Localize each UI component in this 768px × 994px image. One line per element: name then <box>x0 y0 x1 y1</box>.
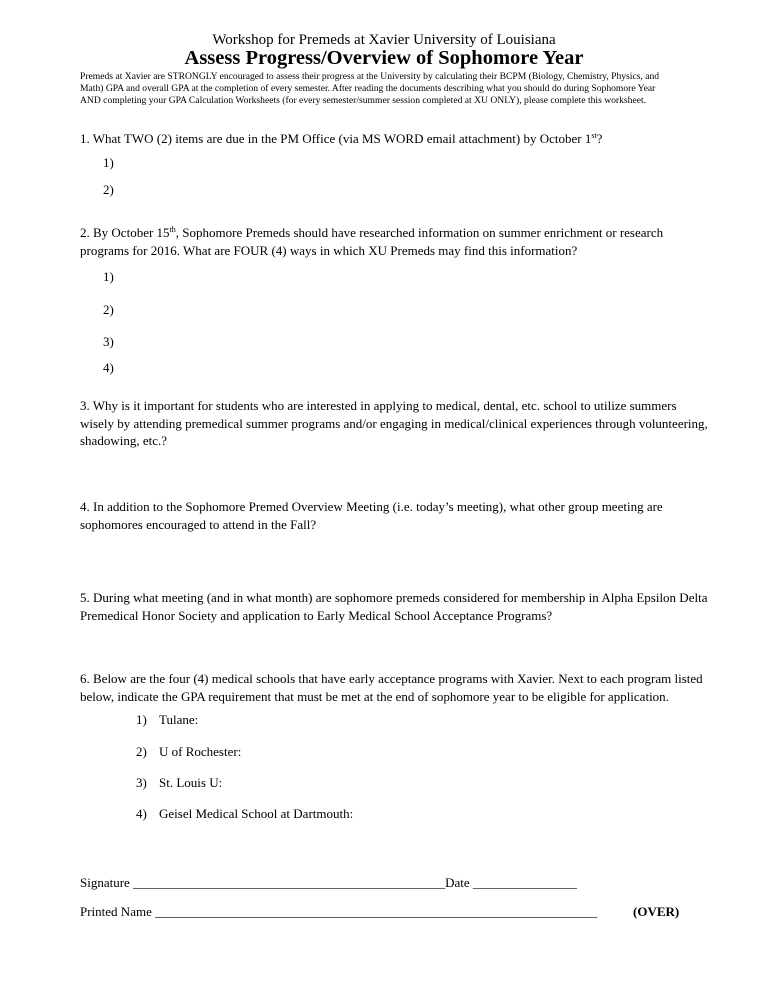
question-2-superscript: th <box>169 225 176 234</box>
date-line[interactable]: ________________ <box>472 875 577 890</box>
intro-line-2: Math) GPA and overall GPA at the completion of every semester. After reading the documents describing what you should do during Sophomore Year <box>80 83 656 94</box>
school-2-name: U of Rochester: <box>159 744 242 759</box>
school-4-number: 4) <box>136 806 147 821</box>
question-2 <box>80 224 710 259</box>
school-3-number: 3) <box>136 775 147 790</box>
page-title: Assess Progress/Overview of Sophomore Year <box>184 47 584 69</box>
q2-answer-2-label: 2) <box>103 302 114 317</box>
question-4: 4. In addition to the Sophomore Premed Overview Meeting (i.e. today’s meeting), what other group meeting are sophomores encouraged to attend in the Fall? <box>80 499 663 532</box>
question-1-text: 1. What TWO (2) items are due in the PM Office (via MS WORD email attachment) by October 1 <box>80 131 592 146</box>
printed-name-row <box>80 904 597 920</box>
over-indicator: (OVER) <box>633 904 680 919</box>
school-1-number: 1) <box>136 712 147 727</box>
signature-row <box>80 875 577 891</box>
q1-answer-1-label: 1) <box>103 155 114 170</box>
school-1-name: Tulane: <box>159 712 199 727</box>
question-5: 5. During what meeting (and in what month) are sophomore premeds considered for membership in Alpha Epsilon Delta Premedical Honor Society and application to Early Medical School Acceptance Programs? <box>80 590 708 623</box>
intro-paragraph <box>80 71 706 107</box>
question-2-text: , Sophomore Premeds should have researched information on summer enrichment or research programs for 2016. What are FOUR (4) ways in which XU Premeds may find this information? <box>80 225 664 258</box>
question-1-end: ? <box>596 131 603 146</box>
school-3-name: St. Louis U: <box>159 775 223 790</box>
intro-line-3: AND completing your GPA Calculation Worksheets (for every semester/summer session completed at XU ONLY), please complete this worksheet. <box>80 95 647 106</box>
signature-label: Signature <box>80 875 130 890</box>
signature-line[interactable]: ________________________________________________ <box>133 875 446 890</box>
question-1 <box>80 130 710 148</box>
question-3: 3. Why is it important for students who are interested in applying to medical, dental, etc. school to utilize summers wisely by attending premedical summer programs and/or engaging in medical/clinical experiences through volunteering, shadowing, etc.? <box>80 398 708 448</box>
workshop-subtitle: Workshop for Premeds at Xavier University of Louisiana <box>212 32 556 48</box>
question-1-superscript: st <box>591 131 597 140</box>
intro-line-1: Premeds at Xavier are STRONGLY encouraged to assess their progress at the University by calculating their BCPM (Biology, Chemistry, Physics, and <box>80 71 660 82</box>
date-label: Date <box>445 875 470 890</box>
q1-answer-2-label: 2) <box>103 182 114 197</box>
school-4-name: Geisel Medical School at Dartmouth: <box>159 806 354 821</box>
printed-name-line[interactable]: ____________________________________________________________________ <box>155 904 598 919</box>
school-2-number: 2) <box>136 744 147 759</box>
q2-answer-4-label: 4) <box>103 360 114 375</box>
printed-name-label: Printed Name <box>80 904 152 919</box>
q2-answer-1-label: 1) <box>103 269 114 284</box>
question-6: 6. Below are the four (4) medical schools that have early acceptance programs with Xavier. Next to each program listed below, indicate the GPA requirement that must be met at the end of sophomore year to be eligible for application. <box>80 671 703 704</box>
q2-answer-3-label: 3) <box>103 334 114 349</box>
question-2-start: 2. By October 15 <box>80 225 170 240</box>
